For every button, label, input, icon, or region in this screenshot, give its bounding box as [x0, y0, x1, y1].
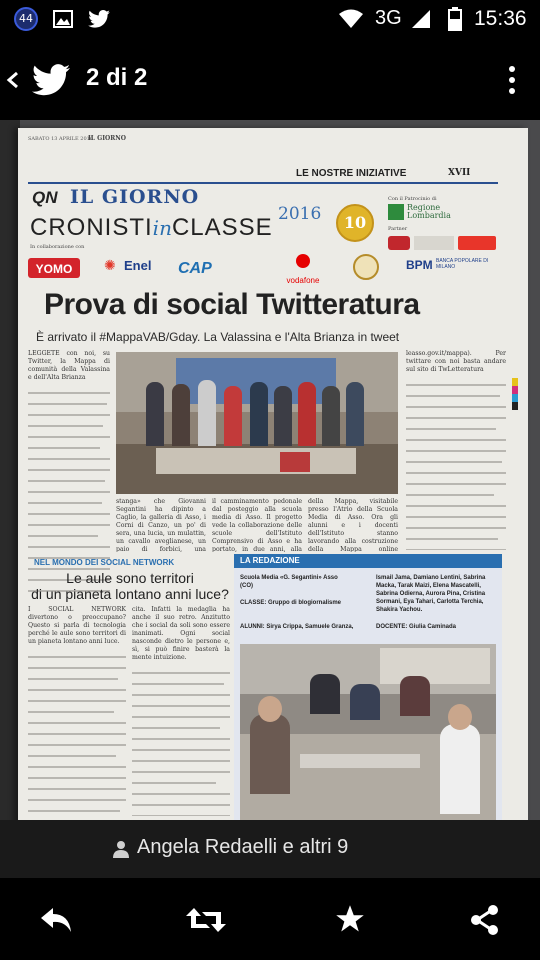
print-registration-marks [512, 378, 518, 418]
brand-title-3: CLASSE [171, 214, 273, 241]
article-column-left: LEGGETE con noi, su Twitter, la Mappa di comunità della Valassina e dell'Alta Brianza [28, 350, 110, 596]
retweet-button[interactable] [180, 898, 234, 942]
enel-logo-icon: ✺ [104, 258, 116, 274]
redazione-names: Ismail Jama, Damiano Lentini, Sabrina Macka, Tarak Maizi, Elena Mascatelli, Sabrina Odierna, Aurora Pina, Cristina Sormani, Eya Tahari, Carlotta Terchia, Shakira Yachou. [376, 575, 486, 613]
patronage-label: Con il Patrocinio di [388, 196, 437, 202]
subsection-label: NEL MONDO DEI SOCIAL NETWORK [34, 558, 175, 567]
sponsors-row [28, 254, 498, 284]
sponsor-bpm: BPM BANCA POPOLARE DI MILANO [406, 258, 489, 272]
cronisti-title [30, 214, 273, 242]
twitter-icon [88, 10, 110, 28]
redazione-class: CLASSE: Gruppo di blogiornalisme [240, 600, 342, 606]
signal-icon [411, 9, 431, 29]
subheadline: È arrivato il #MappaVAB/Gday. La Valassina e l'Alta Brianza in tweet [36, 330, 400, 344]
vodafone-logo-icon [296, 254, 310, 268]
liked-by-bar[interactable] [0, 820, 540, 878]
brand-qn: QN [32, 188, 58, 207]
reply-button[interactable] [30, 898, 80, 942]
newspaper-page [18, 128, 528, 840]
sponsor-cap: CAP [178, 260, 212, 277]
brand-name: IL GIORNO [70, 186, 200, 208]
brand-year: 2016 [278, 204, 322, 224]
redazione-students: ALUNNI: Sirya Crippa, Samuele Granza, [240, 624, 354, 630]
network-type: 3G [375, 7, 402, 29]
sponsor-yomo: YOMO [28, 258, 80, 278]
app-bar [0, 40, 540, 120]
left-shadow [0, 120, 20, 840]
notification-count: 44 [19, 12, 33, 25]
article-column-right: leasso.gov.it/mappa). Per twittare con noi basta andare sul sito di TwLetteratura [406, 350, 506, 550]
sponsor-vodafone: vodafone [273, 254, 333, 284]
article-column-mid-3: della Mappa, visitabile presso l'Atrio della Scuola Media di Asso. Ora gli alunni e i docenti dell'Istituto stanno lavorando alla costruzione della Mappa online [308, 498, 398, 552]
header-paper: IL GIORNO [88, 135, 126, 142]
notification-badge-icon [14, 7, 38, 31]
battery-icon [448, 7, 462, 31]
region-name-1: Regione [407, 203, 441, 212]
sub-headline: Le aule sono territori di un pianeta lontano anni luce? [31, 570, 229, 602]
wifi-icon [338, 9, 364, 29]
header-date: SABATO 13 APRILE 2016 [28, 136, 94, 142]
share-icon [470, 904, 500, 936]
redazione-teacher: DOCENTE: Giulia Caminada [376, 624, 457, 630]
overflow-menu-icon [509, 65, 515, 95]
back-icon [6, 71, 20, 89]
clock: 15:36 [474, 7, 527, 30]
sub-article-column-2: cita. Infatti la medaglia ha anche il suo retro. Anzitutto che i social da soli sono essere inanimati. Ogni social nasconde dietro le persone e, sì, si può finire basterà la mente intuizione. [132, 606, 230, 816]
brand-title-2: in [152, 216, 172, 240]
sponsor-seal [353, 254, 379, 280]
overflow-menu-button[interactable] [490, 60, 534, 104]
region-logo [388, 204, 404, 220]
article-column-mid-2: il camminamento pedonale dal posteggio alla scuola media di Asso. Il progetto vede la collaborazione delle scuole dell'Istituto Comprensivo di Asso e ha portato, in due anni, alla [212, 498, 302, 552]
anniversary-badge [336, 204, 374, 242]
classroom-photo [240, 644, 496, 820]
redazione-box [234, 554, 502, 826]
sub-article-column-1: I SOCIAL NETWORK divertono o preoccupano? Questo si parla di tecnologia perché le aule sono territori di un pianeta lontano anni luce. [28, 606, 126, 816]
sponsors-label: In collaborazione con [30, 244, 85, 250]
image-icon [53, 10, 73, 28]
region-name [407, 204, 451, 220]
back-button[interactable] [0, 40, 84, 120]
favorite-star-icon [335, 904, 365, 934]
share-button[interactable] [462, 898, 510, 942]
region-name-2: Lombardia [407, 211, 451, 220]
page-number: XVII [448, 168, 471, 178]
liked-by-text: Angela Redaelli e altri 9 [137, 836, 349, 858]
class-photo [116, 352, 398, 494]
badge-number: 10 [343, 213, 367, 232]
person-icon [112, 840, 130, 858]
header-rule [28, 182, 498, 184]
reply-icon [39, 906, 73, 934]
sponsor-enel: ✺ Enel [104, 258, 152, 274]
article-column-mid-1: stanga» che Giovanni Segantini ha dipinto a Caglio, la galleria di Asso, i Corni di Canzo, un po' di sera, una lucia, un mulattin, un cavallo aveglianese, un paio di forbici, una [116, 498, 206, 552]
status-bar [0, 0, 540, 40]
partner-label: Partner [388, 226, 408, 232]
favorite-button[interactable] [326, 898, 374, 942]
retweet-icon [186, 906, 226, 934]
headline: Prova di social Twitteratura [44, 288, 420, 321]
tweet-photo[interactable] [0, 120, 540, 840]
partner-logos [388, 234, 498, 254]
brand-title-1: CRONISTI [30, 214, 153, 241]
redazione-header: LA REDAZIONE [234, 554, 502, 568]
twitter-bird-icon [32, 64, 70, 96]
redazione-school: Scuola Media «G. Segantini» Asso (CO) [240, 575, 338, 589]
page-title: 2 di 2 [86, 64, 148, 91]
tweet-actions [0, 878, 540, 960]
section-label: LE NOSTRE INIZIATIVE [296, 168, 407, 179]
